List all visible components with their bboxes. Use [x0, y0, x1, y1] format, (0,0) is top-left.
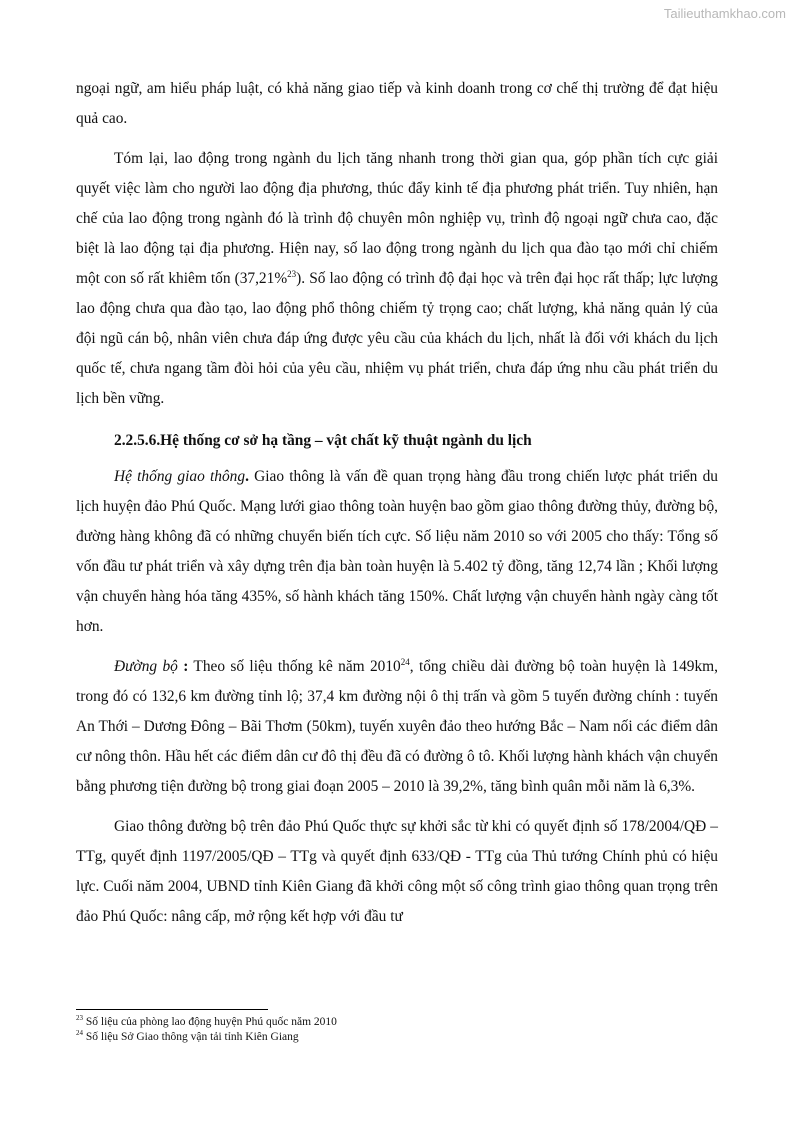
paragraph-transport [76, 462, 718, 642]
footnote-item [76, 1030, 718, 1045]
paragraph-road [76, 652, 718, 802]
road-text-1: Theo số liệu thống kê năm 2010 [188, 658, 401, 675]
footnote-text: Số liệu Sở Giao thông vận tải tỉnh Kiên Giang [83, 1031, 299, 1043]
footnotes [76, 1015, 718, 1045]
paragraph-summary [76, 144, 718, 414]
transport-text: Giao thông là vấn đề quan trọng hàng đầu trong chiến lược phát triển du lịch huyện đảo Phú Quốc. Mạng lưới giao thông toàn huyện bao gồm giao thông đường thủy, đường bộ, đường hàng không đã có những chuyển biến tích cực. Số liệu năm 2010 so với 2005 cho thấy: Tổng số vốn đầu tư phát triển và xây dựng trên địa bàn toàn huyện là 5.402 tỷ đồng, tăng 12,74 lần ; Khối lượng vận chuyển hàng hóa tăng 435%, số hành khách tăng 150%. Chất lượng vận chuyển hành ngày càng tốt hơn. [76, 468, 718, 635]
road-lead: Đường bộ [114, 658, 178, 675]
document-body [76, 74, 718, 942]
paragraph-intro: ngoại ngữ, am hiểu pháp luật, có khả năng giao tiếp và kinh doanh trong cơ chế thị trường để đạt hiệu quả cao. [76, 80, 718, 127]
footnote-number: 24 [76, 1029, 83, 1038]
transport-lead: Hệ thống giao thông [114, 468, 246, 485]
footnote-number: 23 [76, 1014, 83, 1023]
footnote-text: Số liệu của phòng lao động huyện Phú quốc năm 2010 [83, 1016, 337, 1028]
summary-text-2: ). Số lao động có trình độ đại học và trên đại học rất thấp; lực lượng lao động chưa qua đào tạo, lao động phổ thông chiếm tỷ trọng cao; chất lượng, khả năng quản lý của đội ngũ cán bộ, nhân viên chưa đáp ứng được yêu cầu của khách du lịch, nhất là đối với khách du lịch quốc tế, chưa ngang tầm đòi hỏi của yêu cầu, nhiệm vụ phát triển, chưa đáp ứng nhu cầu phát triển du lịch bền vững. [76, 270, 718, 407]
summary-text-1: Tóm lại, lao động trong ngành du lịch tăng nhanh trong thời gian qua, góp phần tích cực giải quyết việc làm cho người lao động địa phương, thúc đẩy kinh tế địa phương phát triển. Tuy nhiên, hạn chế của lao động trong ngành đó là trình độ chuyên môn nghiệp vụ, trình độ ngoại ngữ chưa cao, đặc biệt là lao động tại địa phương. Hiện nay, số lao động trong ngành du lịch qua đào tạo mới chỉ chiếm một con số rất khiêm tốn (37,21% [76, 150, 718, 287]
footnote-ref-23[interactable]: 23 [287, 268, 297, 279]
transport-lead-dot: . [245, 468, 249, 485]
footnote-item [76, 1015, 718, 1030]
footnote-divider [76, 1009, 268, 1010]
road-text-2: , tổng chiều dài đường bộ toàn huyện là 149km, trong đó có 132,6 km đường tỉnh lộ; 37,4 km đường nội ô thị trấn và gồm 5 tuyến đường chính : tuyến An Thới – Dương Đông – Bãi Thơm (50km), tuyến xuyên đảo theo hướng Bắc – Nam nối các điểm dân cư nông thôn. Hầu hết các điểm dân cư đô thị đều đã có đường ô tô. Khối lượng hành khách vận chuyển bằng phương tiện đường bộ trong giai đoạn 2005 – 2010 là 39,2%, tăng bình quân mỗi năm là 6,3%. [76, 658, 718, 795]
road-lead-colon: : [177, 658, 189, 675]
watermark: Tailieuthamkhao.com [663, 6, 786, 21]
paragraph-road-2: Giao thông đường bộ trên đảo Phú Quốc thực sự khởi sắc từ khi có quyết định số 178/2004/QĐ –TTg, quyết định 1197/2005/QĐ – TTg và quyết định 633/QĐ - TTg của Thủ tướng Chính phủ có hiệu lực. Cuối năm 2004, UBND tỉnh Kiên Giang đã khởi công một số công trình giao thông quan trọng trên đảo Phú Quốc: nâng cấp, mở rộng kết hợp với đầu tư [76, 818, 718, 925]
section-heading: 2.2.5.6.Hệ thống cơ sở hạ tầng – vật chất kỹ thuật ngành du lịch [114, 432, 532, 449]
footnote-ref-24[interactable]: 24 [400, 656, 410, 667]
